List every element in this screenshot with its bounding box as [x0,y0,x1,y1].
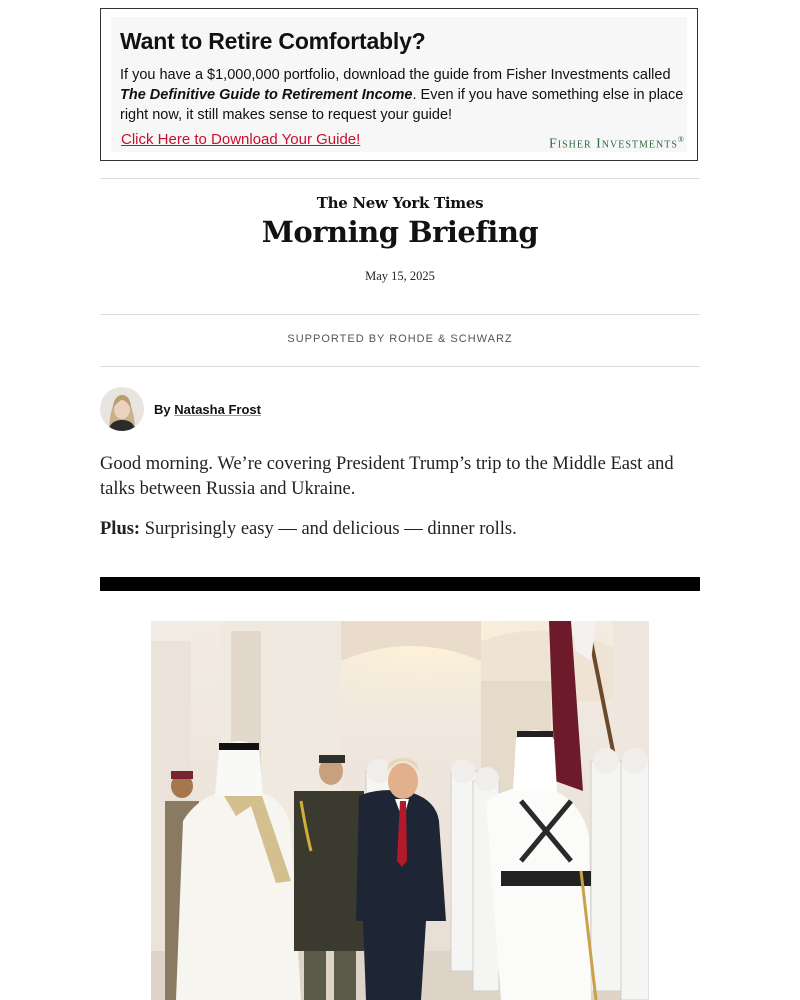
byline [154,402,261,417]
ad-brand-name: Fisher Investments [548,136,678,152]
ad-brand-logo [549,135,685,153]
advertisement-box[interactable] [100,8,698,161]
author-avatar-image [100,387,144,431]
author-avatar [100,387,144,431]
divider [100,178,700,179]
author-link[interactable]: Natasha Frost [174,402,261,417]
divider [100,314,700,315]
ad-download-link[interactable]: Click Here to Download Your Guide! [121,131,361,148]
sponsor-label: SUPPORTED BY ROHDE & SCHWARZ [287,333,513,345]
lead-photo[interactable] [151,621,649,1000]
nyt-logo[interactable]: The New York Times [316,194,484,212]
newsletter-title: Morning Briefing [261,215,539,249]
lead-photo-image [151,621,649,1000]
plus-text: Surprisingly easy — and delicious — dinner rolls. [140,519,517,539]
ad-body-suffix: . Even if you have something else in place right now, it still makes sense to request your guide! [120,87,684,123]
ad-body [120,65,690,125]
ad-title: Want to Retire Comfortably? [120,28,426,54]
plus-label: Plus: [100,519,141,539]
section-divider-bar [100,577,700,591]
ad-brand-mark: ® [677,135,685,144]
issue-date: May 15, 2025 [365,269,435,283]
intro-paragraph: Good morning. We’re covering President Trump’s trip to the Middle East and talks between Russia and Ukraine. [100,454,674,499]
ad-body-prefix: If you have a $1,000,000 portfolio, download the guide from Fisher Investments called [120,67,671,83]
plus-paragraph [100,517,700,542]
divider [100,366,700,367]
ad-body-emphasis: The Definitive Guide to Retirement Income [120,87,413,103]
byline-prefix: By [154,402,171,417]
